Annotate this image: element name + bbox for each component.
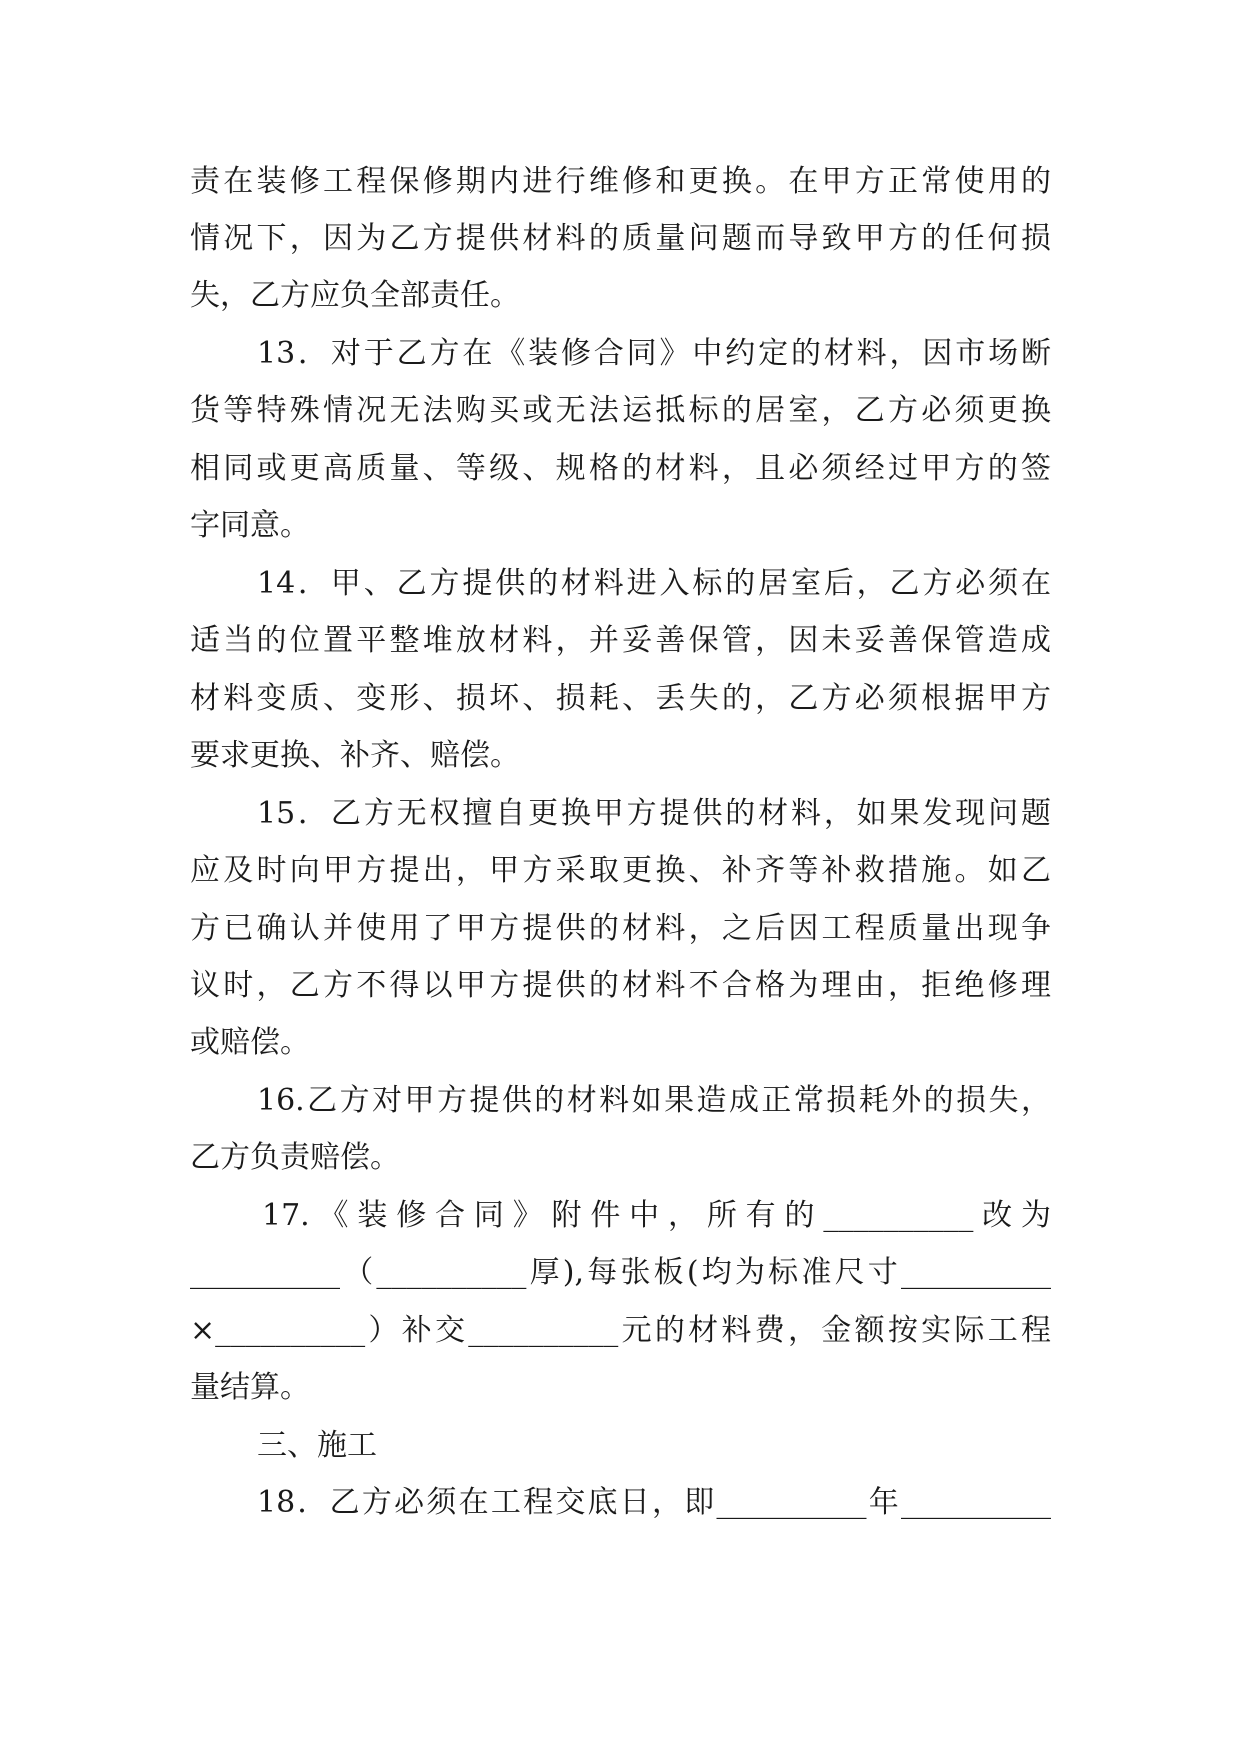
paragraph-15-start: 15．乙方无权擅自更换甲方提供的材料，如果发现问题 (257, 796, 1051, 831)
text-line: 材料变质、变形、损坏、损耗、丢失的，乙方必须根据甲方 (190, 681, 1051, 716)
text-line: 乙方负责赔偿。 (190, 1140, 400, 1175)
section-heading-construction: 三、施工 (257, 1428, 377, 1463)
text-line: 议时，乙方不得以甲方提供的材料不合格为理由，拒绝修理 (190, 968, 1051, 1003)
text-line: 方已确认并使用了甲方提供的材料，之后因工程质量出现争 (190, 911, 1051, 946)
text-line: 适当的位置平整堆放材料，并妥善保管，因未妥善保管造成 (190, 623, 1051, 658)
paragraph-16-start: 16.乙方对甲方提供的材料如果造成正常损耗外的损失， (257, 1083, 1051, 1118)
text-line: 相同或更高质量、等级、规格的材料，且必须经过甲方的签 (190, 451, 1051, 486)
paragraph-13-start: 13．对于乙方在《装修合同》中约定的材料，因市场断 (257, 336, 1051, 371)
paragraph-14-start: 14．甲、乙方提供的材料进入标的居室后，乙方必须在 (257, 566, 1051, 601)
text-line: 失，乙方应负全部责任。 (190, 278, 520, 313)
text-line: __________（__________厚),每张板(均为标准尺寸__________ (190, 1255, 1051, 1290)
paragraph-17-start: 17.《装修合同》附件中，所有的__________改为 (262, 1198, 1051, 1233)
text-line: 应及时向甲方提出，甲方采取更换、补齐等补救措施。如乙 (190, 853, 1051, 888)
text-line: 字同意。 (190, 508, 310, 543)
text-line: 责在装修工程保修期内进行维修和更换。在甲方正常使用的 (190, 164, 1051, 199)
text-line: ×__________）补交__________元的材料费，金额按实际工程 (190, 1313, 1051, 1348)
paragraph-18-start: 18．乙方必须在工程交底日，即__________年__________ (257, 1485, 1051, 1520)
text-line: 或赔偿。 (190, 1025, 310, 1060)
text-line: 情况下，因为乙方提供材料的质量问题而导致甲方的任何损 (190, 221, 1051, 256)
text-line: 量结算。 (190, 1370, 310, 1405)
text-line: 货等特殊情况无法购买或无法运抵标的居室，乙方必须更换 (190, 393, 1051, 428)
text-line: 要求更换、补齐、赔偿。 (190, 738, 520, 773)
